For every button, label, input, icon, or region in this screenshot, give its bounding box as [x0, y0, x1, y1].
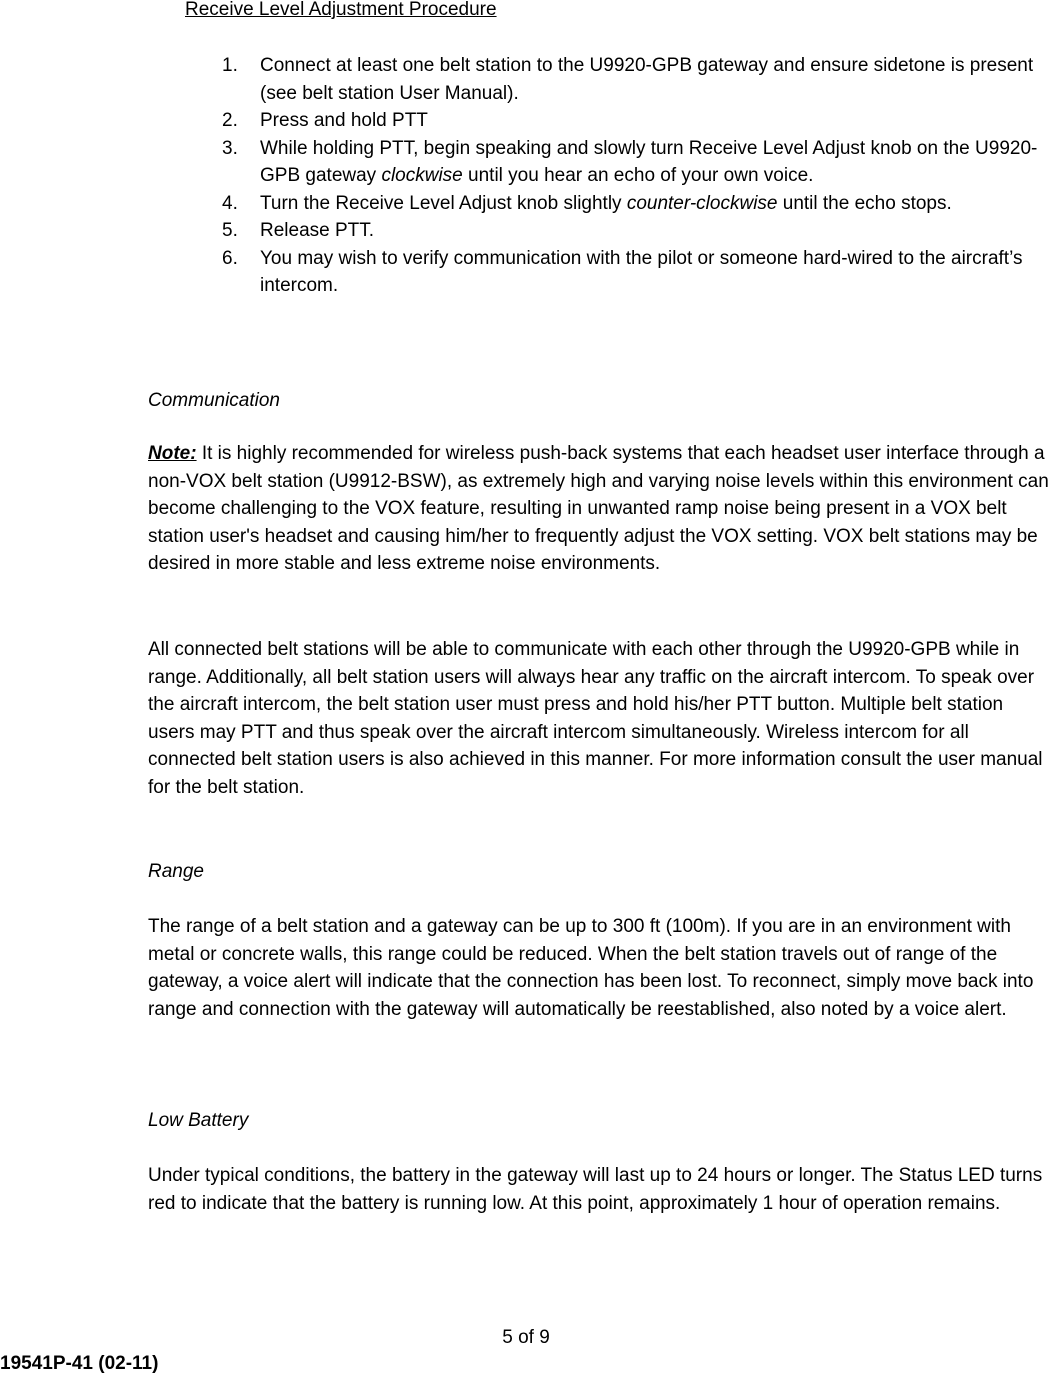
step-number: 6. [222, 247, 238, 269]
step-text: until the echo stops. [777, 192, 952, 214]
document-code: 19541P-41 (02-11) [0, 1353, 159, 1374]
step-text: until you hear an echo of your own voice. [462, 165, 814, 186]
step-number: 2. [222, 110, 238, 131]
step-text: While holding PTT, begin speaking and slowly turn Receive Level Adjust knob on the U9920-GPB gateway [260, 137, 1038, 186]
page-number: 5 of 9 [502, 1327, 550, 1348]
step-text: Release PTT. [260, 220, 375, 241]
note-label: Note: [148, 443, 197, 464]
note-text: It is highly recommended for wireless push-back systems that each headset user interface through a non-VOX belt station (U9912-BSW), as extremely high and varying noise levels within this environment can become challenging to the VOX feature, resulting in unwanted ramp noise being present in a VOX belt station user's headset and causing him/her to frequently adjust the VOX setting. VOX belt stations may be desired in more stable and less extreme noise environments. [148, 443, 1049, 574]
step-number: 1. [222, 55, 238, 76]
procedure-step [222, 135, 1052, 190]
step-number: 4. [222, 192, 238, 214]
step-text: You may wish to verify communication with the pilot or someone hard-wired to the aircraft’s intercom. [260, 247, 1023, 296]
procedure-step [222, 217, 1052, 245]
range-title: Range [148, 861, 204, 882]
step-emphasis: clockwise [381, 165, 463, 186]
procedure-step [222, 190, 1052, 218]
procedure-step [222, 107, 1052, 135]
communication-body: All connected belt stations will be able to communicate with each other through the U9920-GPB while in range. Additionally, all belt station users will always hear any traffic on the aircraft intercom. To speak over the aircraft intercom, the belt station user must press and hold his/her PTT button. Multiple belt station users may PTT and thus speak over the aircraft intercom simultaneously. Wireless intercom for all connected belt station users is also achieved in this manner. For more information consult the user manual for the belt station. [148, 639, 1043, 798]
step-number: 5. [222, 220, 238, 241]
step-number: 3. [222, 137, 238, 159]
step-emphasis: counter-clockwise [626, 192, 778, 214]
communication-note [148, 440, 1052, 578]
step-text: Press and hold PTT [260, 110, 428, 131]
range-body: The range of a belt station and a gateway can be up to 300 ft (100m). If you are in an environment with metal or concrete walls, this range could be reduced. When the belt station travels out of range of the gateway, a voice alert will indicate that the connection has been lost. To reconnect, simply move back into range and connection with the gateway will automatically be reestablished, also noted by a voice alert. [148, 916, 1034, 1020]
procedure-title: Receive Level Adjustment Procedure [185, 0, 497, 20]
low-battery-body: Under typical conditions, the battery in the gateway will last up to 24 hours or longer. The Status LED turns red to indicate that the battery is running low. At this point, approximately 1 hour of operation remains. [148, 1165, 1043, 1214]
procedure-steps [222, 52, 1052, 300]
step-text: Connect at least one belt station to the U9920-GPB gateway and ensure sidetone is present (see belt station User Manual). [260, 55, 1034, 104]
procedure-step [222, 245, 1052, 300]
communication-title: Communication [148, 390, 280, 411]
procedure-step [222, 52, 1052, 107]
step-text: Turn the Receive Level Adjust knob slightly [260, 192, 627, 214]
low-battery-title: Low Battery [148, 1110, 249, 1131]
